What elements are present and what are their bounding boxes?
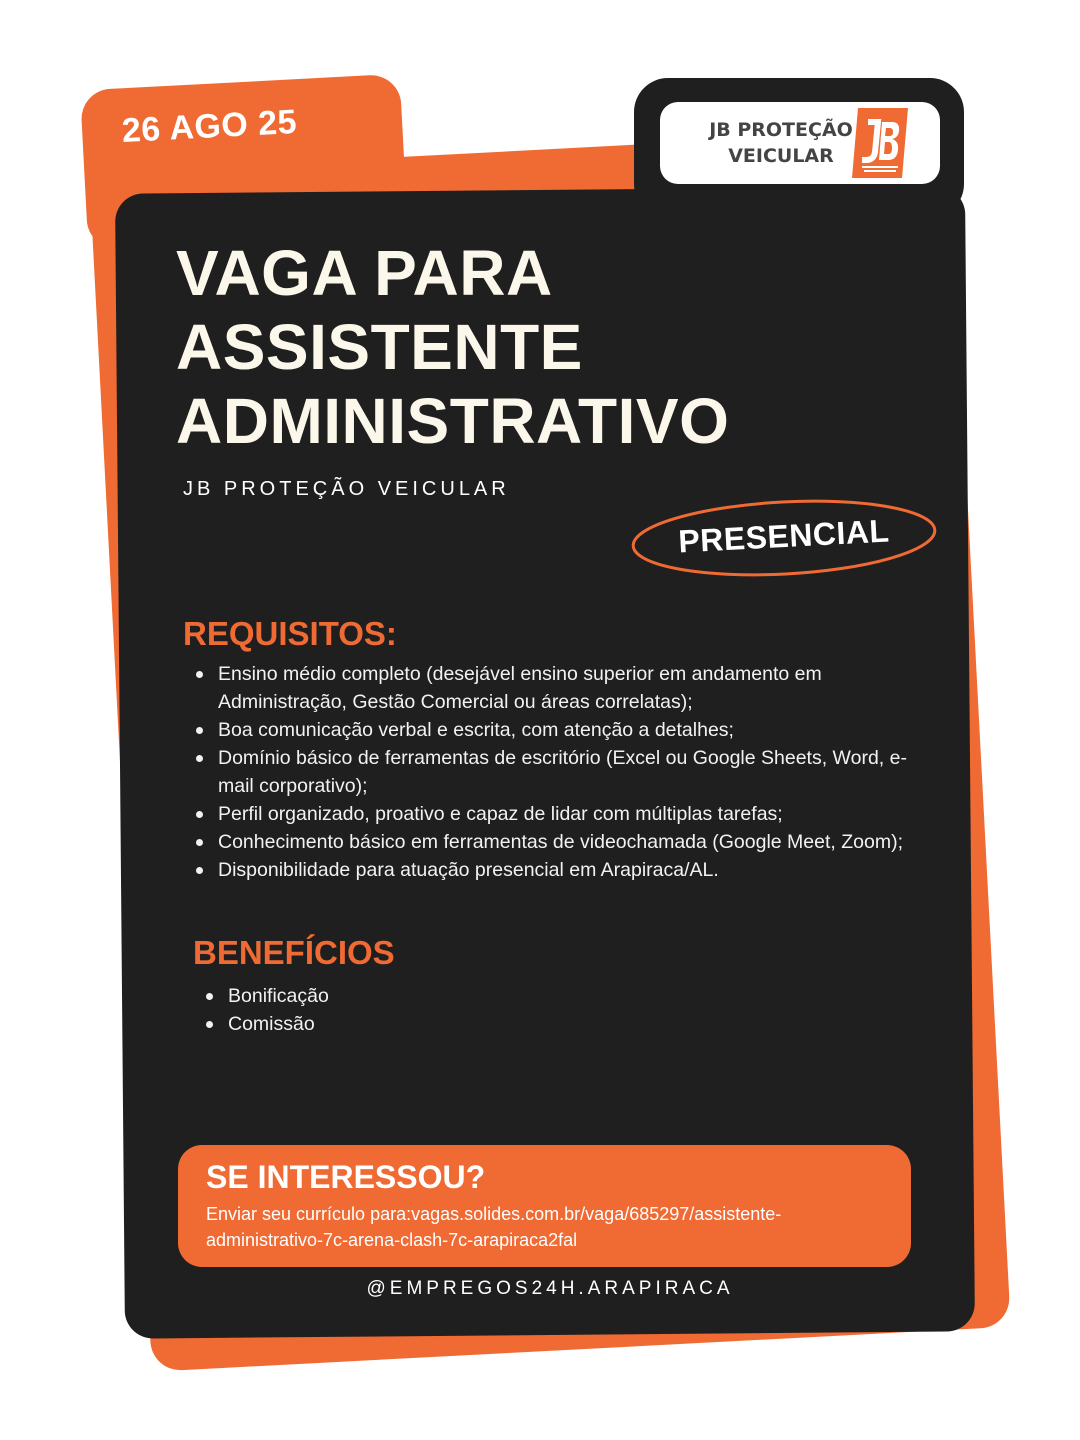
apply-box [178, 1145, 911, 1267]
requirement-item: Domínio básico de ferramentas de escritório (Excel ou Google Sheets, Word, e-mail corporativo); [193, 744, 913, 800]
requirements-list [193, 660, 913, 884]
social-handle: @EMPREGOS24H.ARAPIRACA [366, 1278, 734, 1299]
job-title-line-3: ADMINISTRATIVO [176, 385, 730, 457]
job-title-line-1: VAGA PARA [176, 237, 553, 309]
requirement-item: Conhecimento básico em ferramentas de videochamada (Google Meet, Zoom); [193, 828, 913, 856]
requirements-heading: REQUISITOS: [183, 615, 397, 652]
benefit-item: Bonificação [203, 982, 603, 1010]
benefits-heading: BENEFÍCIOS [193, 934, 395, 971]
requirement-item: Perfil organizado, proativo e capaz de lidar com múltiplas tarefas; [193, 800, 913, 828]
job-title [176, 236, 936, 458]
requirement-item: Disponibilidade para atuação presencial em Arapiraca/AL. [193, 856, 913, 884]
benefits-list [203, 982, 603, 1038]
requirement-item: Boa comunicação verbal e escrita, com atenção a detalhes; [193, 716, 913, 744]
logo-text [706, 117, 856, 169]
modality-label: PRESENCIAL [677, 512, 891, 560]
benefit-item: Comissão [203, 1010, 603, 1038]
requirement-item: Ensino médio completo (desejável ensino superior em andamento em Administração, Gestão Comercial ou áreas correlatas); [193, 660, 913, 716]
jb-logo-mark-icon [852, 108, 908, 178]
apply-title: SE INTERESSOU? [206, 1159, 486, 1195]
post-date: 26 AGO 25 [120, 102, 298, 150]
job-title-line-2: ASSISTENTE [176, 311, 583, 383]
apply-link-text[interactable]: Enviar seu currículo para:vagas.solides.com.br/vaga/685297/assistente-administrativo-7c-arena-clash-7c-arapiraca2fal [206, 1204, 782, 1250]
company-name: JB PROTEÇÃO VEICULAR [183, 478, 510, 500]
modality-badge [628, 490, 940, 586]
logo-line-1: JB PROTEÇÃO [709, 119, 853, 141]
logo-line-2: VEICULAR [728, 145, 834, 167]
